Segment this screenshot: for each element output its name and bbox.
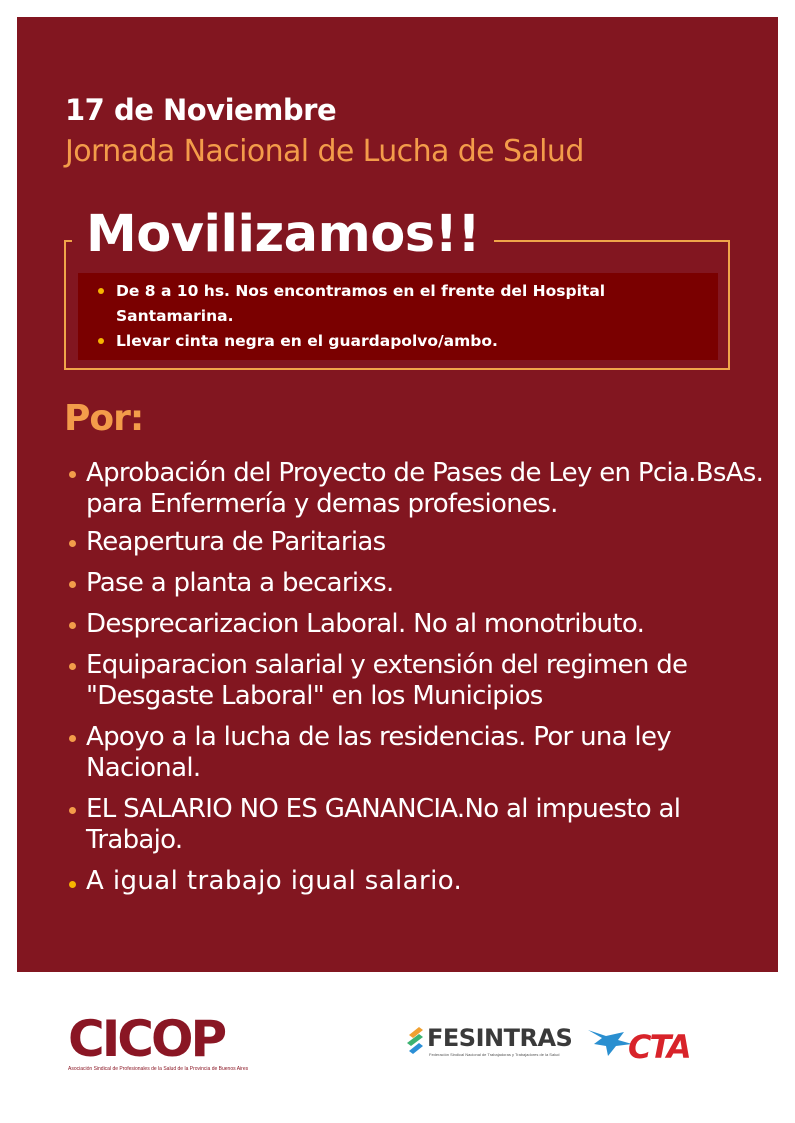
demand-item-text: Apoyo a la lucha de las residencias. Por una ley Nacional. [86,722,671,783]
demand-item [68,458,768,520]
callout-details [78,273,718,360]
cicop-logo-tagline: Asociación Sindical de Profesionales de la Salud de la Provincia de Buenos Aires [68,1066,249,1072]
callout-item-text: Llevar cinta negra en el guardapolvo/ambo. [116,332,498,350]
fesintras-logo-icon [405,1027,427,1055]
bullet-icon [98,338,104,344]
demands-heading: Por: [64,398,144,439]
cta-logo-wordmark: CTA [628,1028,690,1066]
event-subtitle: Jornada Nacional de Lucha de Salud [65,134,584,169]
callout-title: Movilizamos!! [72,203,494,267]
bullet-icon [69,581,76,588]
demand-item-text: EL SALARIO NO ES GANANCIA.No al impuesto al Trabajo. [86,794,681,855]
demand-item [68,794,768,856]
bullet-icon [69,735,76,742]
cicop-logo-wordmark: CICOP [68,1010,225,1068]
demand-item-text: Desprecarizacion Laboral. No al monotributo. [86,609,645,639]
bullet-icon [69,471,76,478]
callout-item-text: De 8 a 10 hs. Nos encontramos en el frente del Hospital Santamarina. [116,282,606,325]
bullet-icon [69,622,76,629]
event-date: 17 de Noviembre [65,93,337,127]
demand-item [68,527,768,558]
demand-item-text: Aprobación del Proyecto de Pases de Ley en Pcia.BsAs. para Enfermería y demas profesiones. [86,458,764,519]
bullet-icon [69,881,76,888]
demand-item-text: Pase a planta a becarixs. [86,568,394,598]
cicop-logo [68,1012,273,1072]
demand-item [68,650,768,712]
bullet-icon [98,288,104,294]
callout-item [96,329,706,354]
demand-item [68,866,768,897]
demand-item-text: Reapertura de Paritarias [86,527,386,557]
fesintras-logo-tagline: Federación Sindical Nacional de Trabajadoras y Trabajadores de la Salud [429,1052,560,1057]
bullet-icon [69,807,76,814]
bullet-icon [69,540,76,547]
fesintras-logo-wordmark: FESINTRAS [427,1024,573,1052]
callout-item [96,279,706,329]
bullet-icon [69,663,76,670]
demand-item [68,609,768,640]
demand-item [68,722,768,784]
cta-logo [588,1022,728,1066]
demand-item-text: A igual trabajo igual salario. [86,866,463,896]
demand-item [68,568,768,599]
demands-list [68,458,768,907]
demand-item-text: Equiparacion salarial y extensión del regimen de "Desgaste Laboral" en los Municipios [86,650,688,711]
